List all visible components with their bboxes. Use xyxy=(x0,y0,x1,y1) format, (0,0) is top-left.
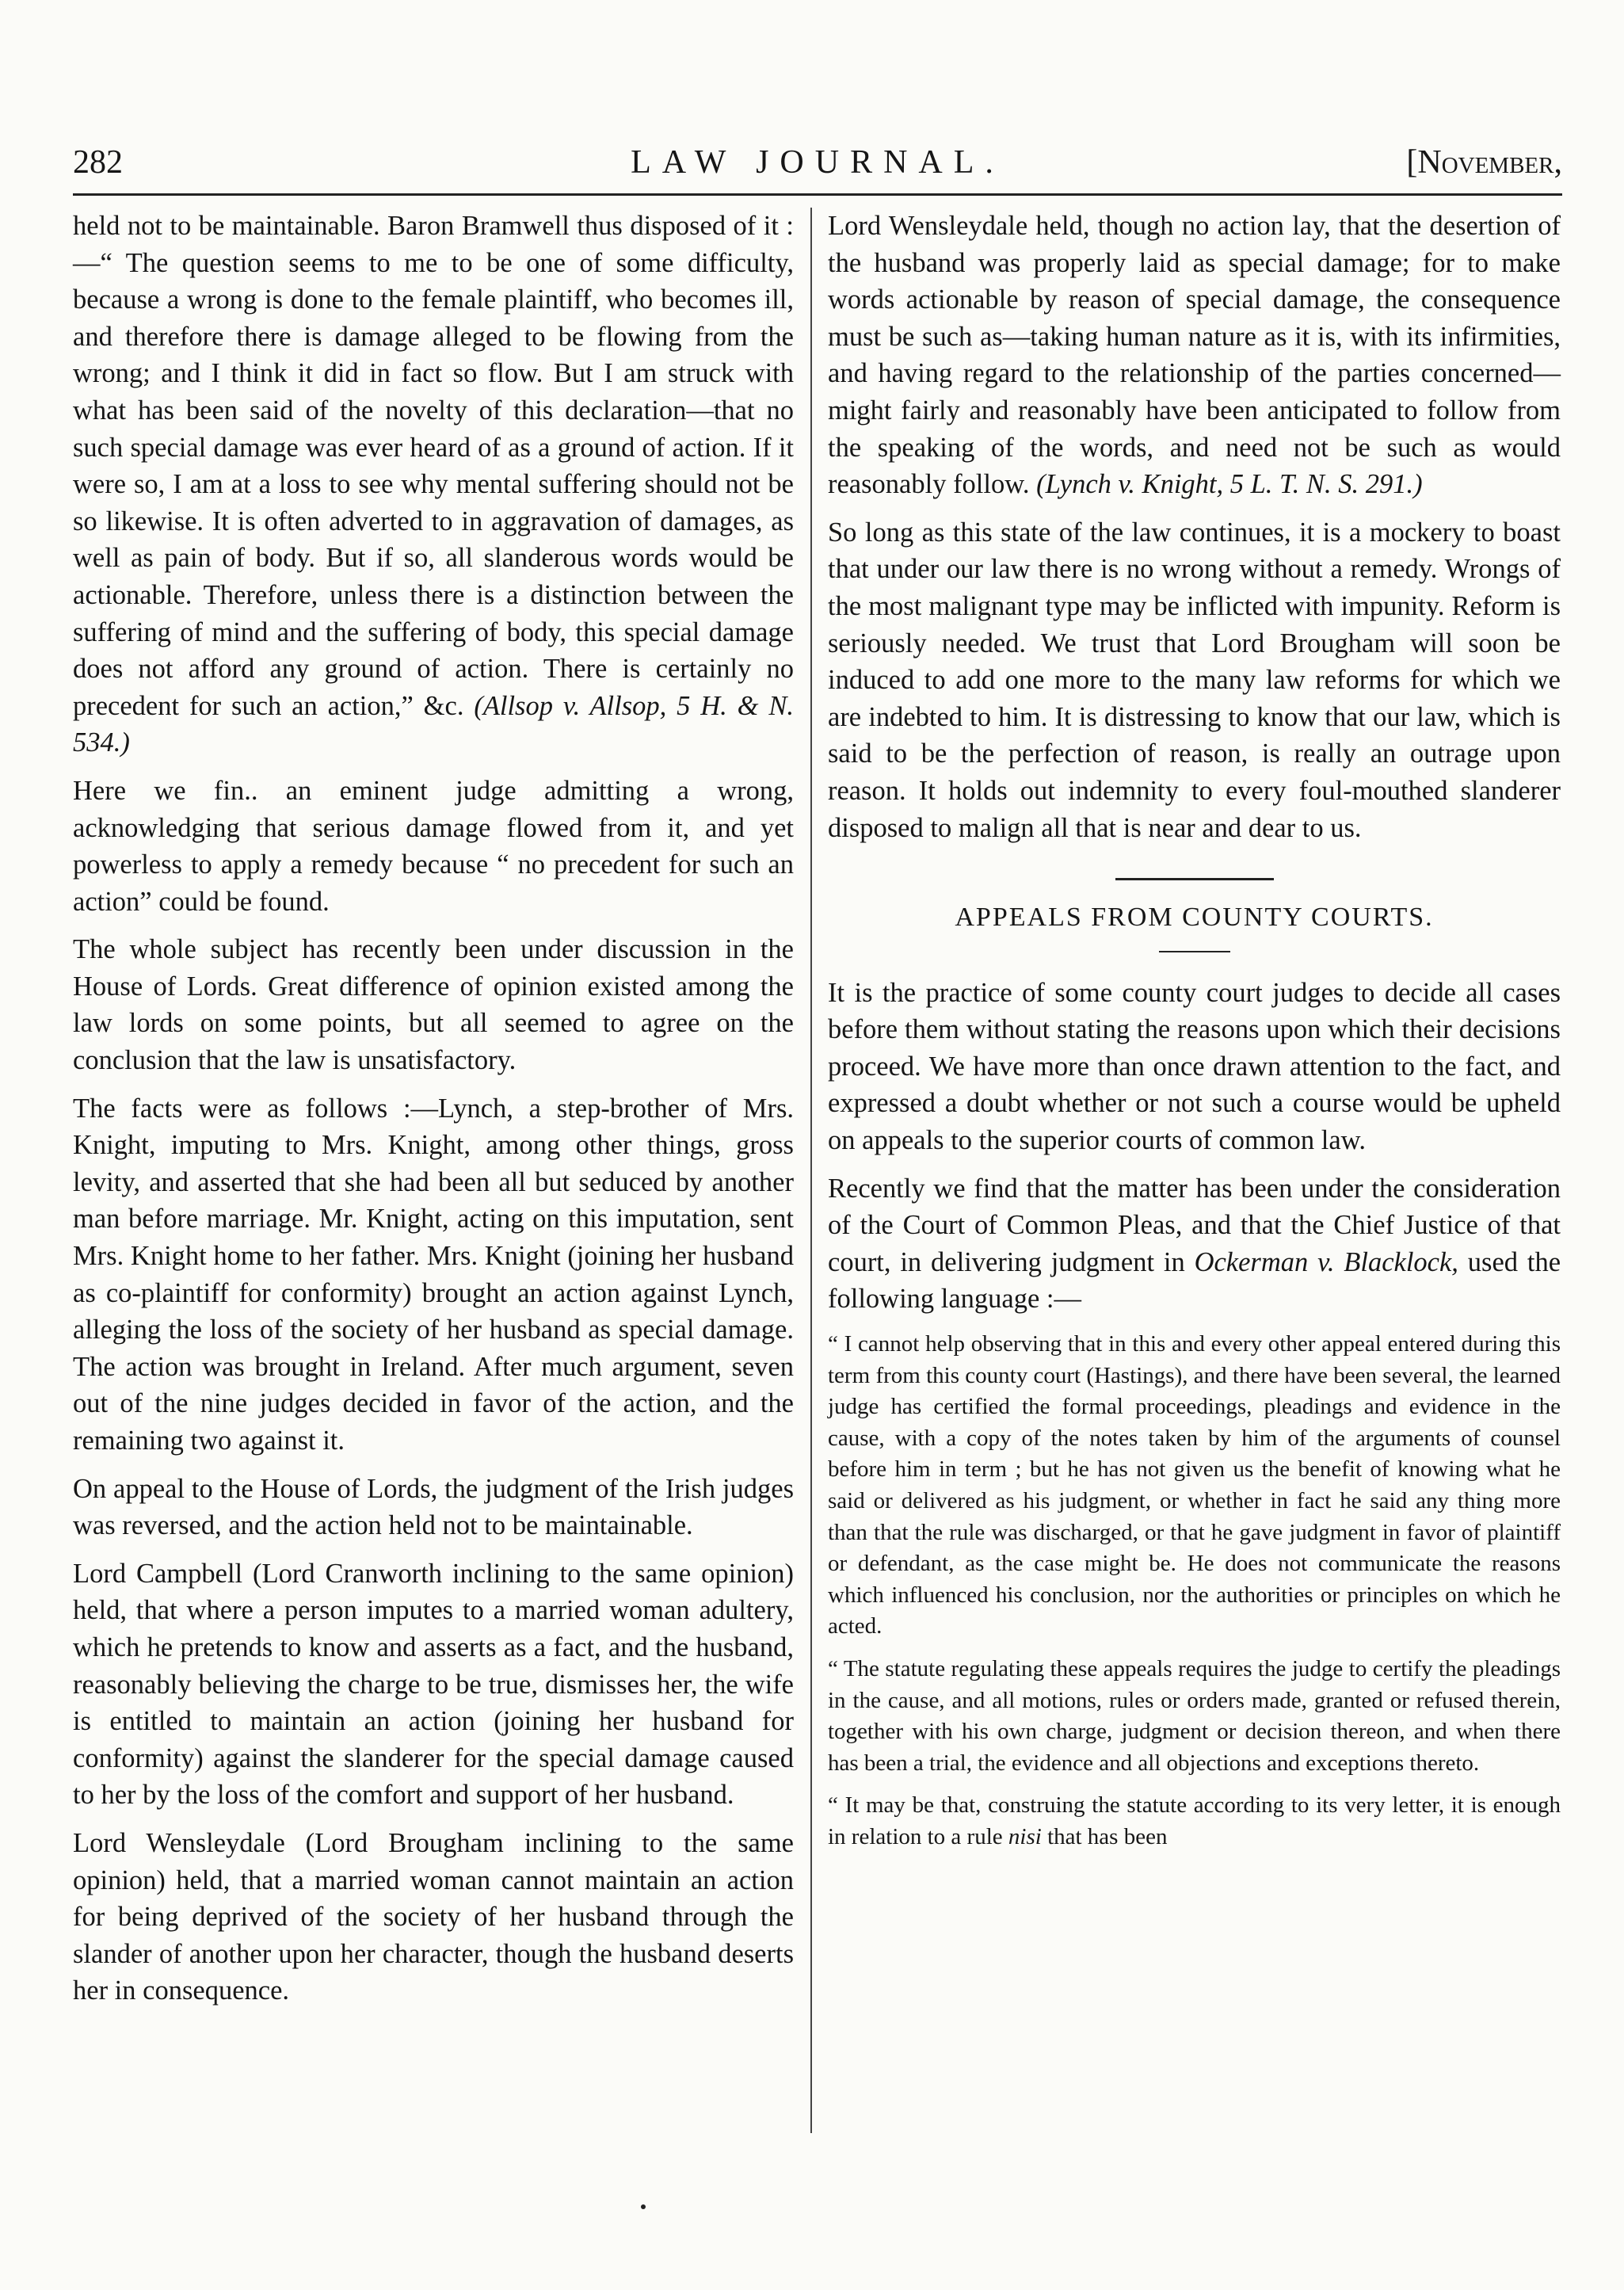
header-month: [November, xyxy=(1406,144,1562,181)
paragraph: So long as this state of the law continues, it is a mockery to boast that under our law there is no wrong without a remedy. Wrongs of the most malignant type may be inflicted with impunity. Reform is seriously needed. We trust that Lord Brougham will soon be induced to add one more to the many law reforms for which we are indebted to him. It is distressing to know that our law, which is said to be the perfection of reason, is really an outrage upon reason. It holds out indemnity to every foul-mouthed slanderer disposed to malign all that is near and dear to us. xyxy=(828,517,1561,843)
quotation: “ It may be that, construing the statute according to its very letter, it is enough in relation to a rule nisi that has been xyxy=(828,1792,1561,1849)
paragraph: The whole subject has recently been under discussion in the House of Lords. Great difference of opinion existed among the law lords on some points, but all seemed to agree on the conclusion that the law is unsatisfactory. xyxy=(73,934,794,1076)
section-title: APPEALS FROM COUNTY COURTS. xyxy=(955,903,1434,933)
right-column xyxy=(828,208,1561,1853)
paragraph: Lord Wensleydale (Lord Brougham inclining to the same opinion) held, that a married woman cannot maintain an action for being deprived of the society of her husband through the slander of another upon her character, though the husband deserts her in consequence. xyxy=(73,1827,794,2006)
page-header xyxy=(73,136,1562,189)
citation: (Allsop v. Allsop, 5 H. & N. 534.) xyxy=(73,690,794,758)
section-divider xyxy=(1115,878,1274,880)
paragraph: Lord Campbell (Lord Cranworth inclining to the same opinion) held, that where a person imputes to a married woman adultery, which he pretends to know and asserts as a fact, and the husband, reasonably believing the charge to be true, dismisses her, the wife is entitled to maintain an action (joining her husband for conformity) against the slanderer for the special damage caused to her by the loss of the comfort and support of her husband. xyxy=(73,1558,794,1811)
paragraph: Here we fin.. an eminent judge admitting a wrong, acknowledging that serious damage flowed from it, and yet powerless to apply a remedy because “ no precedent for such an action” could be found. xyxy=(73,775,794,917)
paragraph: Recently we find that the matter has been under the consideration of the Court of Common Pleas, and that the Chief Justice of that court, in delivering judgment in Ockerman v. Blacklock, used the following language :— xyxy=(828,1173,1561,1315)
header-rule xyxy=(73,193,1562,196)
section-divider-short xyxy=(1159,951,1230,952)
quotation: “ I cannot help observing that in this and every other appeal entered during this term from this county court (Hastings), and there have been several, the learned judge has certified the formal proceedings, pleadings and evidence in the cause, with a copy of the notes taken by him of the arguments of counsel before him in term ; but he has not given us the benefit of knowing what he said or delivered as his judgment, or whether in fact he said any thing more than that the rule was discharged, or that he gave judgment in favor of plaintiff or defendant, as the case might be. He does not communicate the reasons which influenced his conclusion, nor the authorities or principles on which he acted. xyxy=(828,1331,1561,1639)
paragraph: held not to be maintainable. Baron Bramwell thus disposed of it :—“ The question seems to me to be one of some difficulty, because a wrong is done to the female plaintiff, who becomes ill, and therefore there is damage alleged to be flowing from the wrong; and I think it did in fact so flow. But I am struck with what has been said of the novelty of this declaration—that no such special damage was ever heard of as a ground of action. If it were so, I am at a loss to see why mental suffering should not be so likewise. It is often adverted to in aggravation of damages, as well as pain of body. But if so, all slanderous words would be actionable. Therefore, unless there is a distinction between the suffering of mind and the suffering of body, this special damage does not afford any ground of action. There is certainly no precedent for such an action,” &c. (Allsop v. Allsop, 5 H. & N. 534.) xyxy=(73,211,794,758)
left-column xyxy=(73,208,794,2009)
paragraph: Lord Wensleydale held, though no action lay, that the desertion of the husband was properly laid as special damage; for to make words actionable by reason of special damage, the consequence must be such as—taking human nature as it is, with its infirmities, and having regard to the relationship of the parties concerned—might fairly and reasonably have been anticipated to follow from the speaking of the words, and need not be such as would reasonably follow. (Lynch v. Knight, 5 L. T. N. S. 291.) xyxy=(828,211,1561,500)
quotation: “ The statute regulating these appeals requires the judge to certify the pleadings in the cause, and all motions, rules or orders made, granted or refused therein, together with his own charge, judgment or decision thereon, and when there has been a trial, the evidence and all objections and exceptions thereto. xyxy=(828,1655,1561,1776)
citation: (Lynch v. Knight, 5 L. T. N. S. 291.) xyxy=(1036,469,1423,500)
paragraph: It is the practice of some county court judges to decide all cases before them without stating the reasons upon which their decisions proceed. We have more than once drawn attention to the fact, and expressed a doubt whether or not such a course would be upheld on appeals to the superior courts of common law. xyxy=(828,977,1561,1156)
journal-title: LAW JOURNAL. xyxy=(631,144,1005,181)
paragraph: On appeal to the House of Lords, the judgment of the Irish judges was reversed, and the action held not to be maintainable. xyxy=(73,1473,794,1541)
page-mark xyxy=(641,2204,646,2209)
page-number: 282 xyxy=(73,144,123,181)
column-divider xyxy=(810,208,812,2133)
case-name: Ockerman v. Blacklock, xyxy=(1194,1246,1458,1277)
paragraph: The facts were as follows :—Lynch, a step-brother of Mrs. Knight, imputing to Mrs. Knight, among other things, gross levity, and asserted that she had been all but seduced by another man before marriage. Mr. Knight, acting on this imputation, sent Mrs. Knight home to her father. Mrs. Knight (joining her husband as co-plaintiff for conformity) brought an action against Lynch, alleging the loss of the society of her husband as special damage. The action was brought in Ireland. After much argument, seven out of the nine judges decided in favor of the action, and the remaining two against it. xyxy=(73,1093,794,1456)
